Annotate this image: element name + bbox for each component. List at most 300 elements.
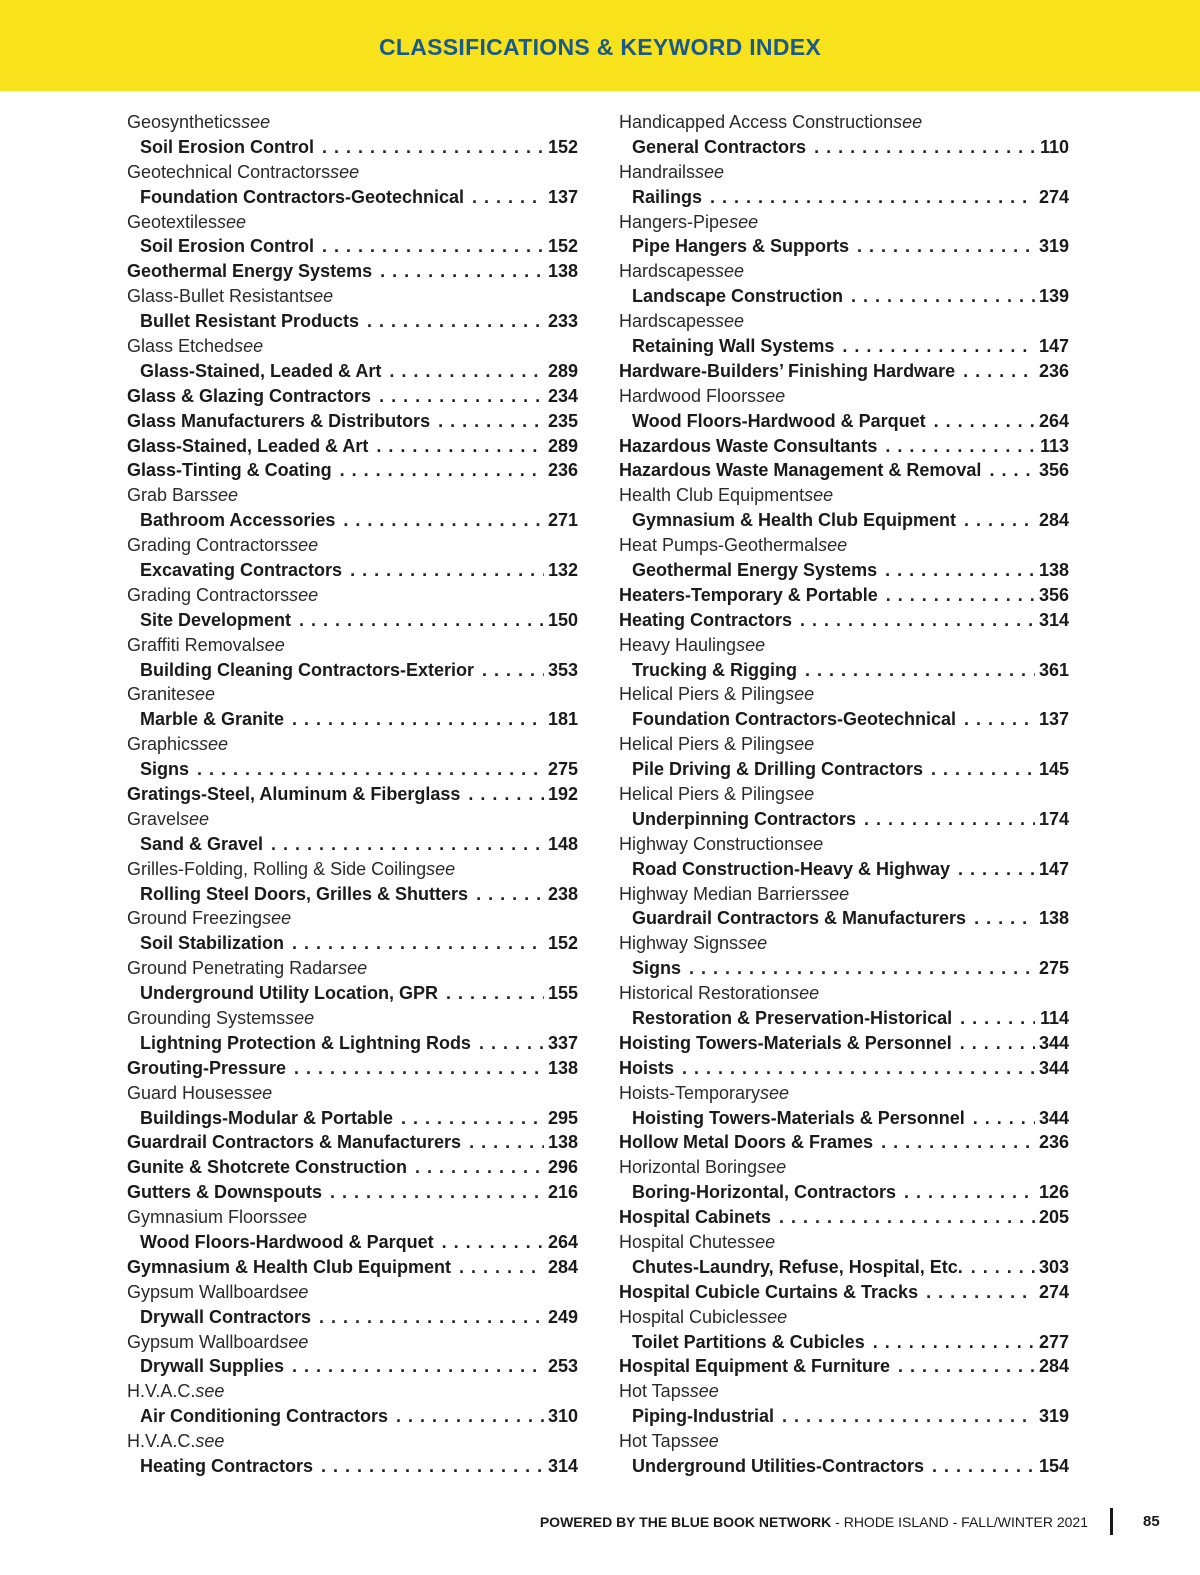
entry-label: Highway Construction [619,833,795,854]
entry-label: Hangers-Pipe [619,211,730,232]
entry-label: Geotechnical Contractors [127,161,331,182]
index-entry [619,234,1069,259]
index-entry [127,707,578,732]
footer-brand: POWERED BY THE BLUE BOOK NETWORK [539,1514,832,1530]
index-entry [619,1106,1069,1131]
entry-label: Hospital Chutes [619,1232,747,1253]
entry-page-number: 154 [1038,1456,1069,1477]
index-entry [619,857,1069,882]
entry-label: Signs [140,759,190,780]
entry-label: Boring-Horizontal, Contractors [632,1182,896,1203]
entry-page-number: 361 [1038,659,1069,680]
dot-leader [702,187,1035,208]
dot-leader [291,610,544,631]
index-entry [619,707,1069,732]
index-entry [127,508,578,533]
entry-page-number: 353 [547,659,578,680]
entry-label: Grouting-Pressure [127,1057,287,1078]
see-reference: see [689,1381,719,1402]
index-entry [127,434,578,459]
see-reference: see [241,111,271,132]
entry-page-number: 152 [547,236,578,257]
index-cross-reference [127,682,578,707]
see-reference: see [217,211,247,232]
entry-page-number: 137 [547,186,578,207]
entry-label: Hazardous Waste Management & Removal [619,460,982,481]
see-reference: see [289,584,319,605]
index-entry [127,558,578,583]
index-cross-reference [619,483,1069,508]
dot-leader [877,436,1035,457]
entry-label: Hoisting Towers-Materials & Personnel [619,1032,952,1053]
index-entry [127,832,578,857]
entry-label: Restoration & Preservation-Historical [632,1008,953,1028]
see-reference: see [209,485,239,506]
index-cross-reference [127,1006,578,1031]
entry-page-number: 284 [547,1256,578,1277]
entry-page-number: 174 [1038,808,1069,829]
index-entry [127,608,578,633]
entry-label: Rolling Steel Doors, Grilles & Shutters [140,883,469,904]
entry-page-number: 253 [547,1356,578,1377]
dot-leader [314,137,544,158]
index-cross-reference [127,210,578,235]
entry-page-number: 277 [1038,1331,1069,1352]
entry-page-number: 238 [547,883,578,904]
entry-label: Heavy Hauling [619,634,737,655]
entry-label: Grading Contractors [127,584,290,605]
index-cross-reference [619,1230,1069,1255]
dot-leader [890,1356,1035,1377]
dot-leader [865,1332,1035,1353]
index-cross-reference [619,160,1069,185]
entry-page-number: 138 [1038,559,1069,580]
entry-label: Soil Erosion Control [140,236,314,257]
index-cross-reference [127,334,578,359]
entry-label: Guardrail Contractors & Manufacturers [632,908,967,929]
entry-label: Soil Erosion Control [140,136,314,157]
index-cross-reference [619,1155,1069,1180]
entry-label: Horizontal Boring [619,1157,758,1178]
entry-page-number: 114 [1039,1008,1069,1028]
entry-page-number: 235 [547,410,578,431]
see-reference: see [338,958,368,979]
footer-divider [1110,1508,1113,1535]
index-cross-reference [127,807,578,832]
dot-leader [332,460,544,481]
entry-label: Glass Etched [127,335,235,356]
entry-label: Building Cleaning Contractors-Exterior [140,659,475,680]
index-column-left [127,110,578,1479]
index-entry [127,1230,578,1255]
index-entry [127,185,578,210]
dot-leader [322,1182,544,1203]
entry-page-number: 147 [1038,858,1069,879]
dot-leader [381,361,544,382]
entry-label: Guardrail Contractors & Manufacturers [127,1132,462,1153]
entry-page-number: 205 [1038,1207,1069,1228]
see-reference: see [285,1008,315,1028]
entry-label: Foundation Contractors-Geotechnical [140,186,465,207]
see-reference: see [289,535,319,556]
entry-label: Ground Penetrating Radar [127,958,339,979]
dot-leader [314,236,544,257]
dot-leader [311,1307,544,1328]
index-entry [127,981,578,1006]
see-reference: see [818,535,848,556]
entry-label: Gypsum Wallboard [127,1331,280,1352]
entry-page-number: 148 [547,833,578,854]
index-entry [619,1454,1069,1479]
see-reference: see [689,1431,719,1452]
index-entry [127,359,578,384]
entry-label: Bullet Resistant Products [140,311,360,332]
dot-leader [966,908,1035,929]
dot-leader [918,1282,1035,1303]
entry-label: Graffiti Removal [127,634,256,655]
entry-label: Health Club Equipment [619,485,805,506]
entry-page-number: 274 [1038,1281,1069,1302]
entry-page-number: 264 [1038,410,1069,431]
dot-leader [924,1456,1035,1477]
entry-label: Hot Taps [619,1431,690,1452]
entry-label: Grading Contractors [127,535,290,556]
entry-label: Glass & Glazing Contractors [127,385,372,406]
entry-label: Glass-Tinting & Coating [127,460,332,481]
index-entry [127,234,578,259]
entry-label: Heating Contractors [140,1456,314,1477]
entry-page-number: 138 [547,261,578,282]
index-cross-reference [127,1379,578,1404]
entry-page-number: 249 [547,1306,578,1327]
index-cross-reference [127,907,578,932]
dot-leader [438,983,544,1004]
see-reference: see [304,286,334,307]
index-entry [619,1131,1069,1156]
index-entry [619,807,1069,832]
index-entry [127,1155,578,1180]
entry-label: General Contractors [632,136,807,157]
entry-page-number: 155 [547,983,578,1004]
entry-label: H.V.A.C. [127,1431,196,1452]
see-reference: see [279,1331,309,1352]
entry-page-number: 139 [1038,286,1069,307]
dot-leader [284,933,544,954]
index-entry [127,1305,578,1330]
index-cross-reference [127,483,578,508]
entry-page-number: 284 [1038,510,1069,531]
entry-label: Excavating Contractors [140,559,343,580]
see-reference: see [186,684,216,705]
entry-label: Hazardous Waste Consultants [619,435,878,456]
entry-page-number: 236 [1038,1132,1069,1153]
see-reference: see [195,1381,225,1402]
entry-label: Heaters-Temporary & Portable [619,584,878,605]
entry-label: Glass-Bullet Resistant [127,286,305,307]
index-entry [619,1205,1069,1230]
dot-leader [956,709,1035,730]
index-cross-reference [619,981,1069,1006]
entry-label: Graphics [127,734,200,755]
see-reference: see [760,1082,790,1103]
see-reference: see [234,335,264,356]
entry-label: Railings [632,186,703,207]
entry-label: Gymnasium & Health Club Equipment [127,1256,452,1277]
footer-edition: - RHODE ISLAND - FALL/WINTER 2021 [831,1514,1088,1530]
entry-label: Handicapped Access Construction [619,111,894,132]
entry-page-number: 275 [1038,958,1069,979]
entry-page-number: 236 [1038,360,1069,381]
entry-label: Geotextiles [127,211,218,232]
index-cross-reference [619,1081,1069,1106]
entry-label: Hardwood Floors [619,385,757,406]
index-entry [619,409,1069,434]
see-reference: see [715,311,745,332]
see-reference: see [804,485,834,506]
entry-page-number: 181 [547,709,578,730]
entry-label: Handrails [619,161,696,182]
see-reference: see [695,161,725,182]
entry-label: Soil Stabilization [140,933,285,954]
entry-page-number: 138 [547,1057,578,1078]
dot-leader [792,610,1035,631]
entry-label: Marble & Granite [140,709,285,730]
dot-leader [313,1456,544,1477]
index-cross-reference [619,832,1069,857]
dot-leader [950,859,1035,880]
entry-label: Glass Manufacturers & Distributors [127,410,431,431]
dot-leader [461,1132,544,1153]
entry-page-number: 233 [547,311,578,332]
entry-page-number: 344 [1038,1032,1069,1053]
dot-leader [434,1232,544,1253]
index-entry [619,757,1069,782]
page-number: 85 [1143,1513,1160,1530]
see-reference: see [243,1082,273,1103]
entry-label: Drywall Contractors [140,1306,312,1327]
see-reference: see [794,833,824,854]
index-cross-reference [619,931,1069,956]
entry-label: Heat Pumps-Geothermal [619,535,819,556]
entry-label: Hoisting Towers-Materials & Personnel [632,1107,965,1128]
index-cross-reference [619,1379,1069,1404]
see-reference: see [278,1207,308,1228]
dot-leader [335,510,544,531]
dot-leader [873,1132,1035,1153]
dot-leader [952,1033,1035,1054]
entry-page-number: 303 [1038,1256,1069,1277]
entry-label: Underground Utilities-Contractors [632,1456,925,1477]
index-entry [619,359,1069,384]
dot-leader [359,311,544,332]
see-reference: see [785,783,815,804]
index-entry [127,384,578,409]
entry-label: Geothermal Energy Systems [632,559,878,580]
see-reference: see [820,883,850,904]
entry-page-number: 147 [1038,335,1069,356]
entry-page-number: 271 [547,510,578,531]
index-entry [127,409,578,434]
entry-label: Glass-Stained, Leaded & Art [127,435,369,456]
dot-leader [368,436,544,457]
dot-leader [926,411,1035,432]
entry-label: Road Construction-Heavy & Highway [632,858,951,879]
see-reference: see [199,734,229,755]
entry-label: Helical Piers & Piling [619,783,786,804]
page-title: CLASSIFICATIONS & KEYWORD INDEX [378,34,822,60]
index-entry [127,1454,578,1479]
entry-label: Pipe Hangers & Supports [632,236,850,257]
see-reference: see [893,111,923,132]
entry-page-number: 289 [547,360,578,381]
dot-leader [771,1207,1035,1228]
entry-label: Helical Piers & Piling [619,684,786,705]
entry-label: Gutters & Downspouts [127,1182,323,1203]
entry-label: Hoists [619,1057,675,1078]
entry-page-number: 113 [1039,435,1069,456]
entry-label: Gratings-Steel, Aluminum & Fiberglass [127,783,461,804]
entry-label: H.V.A.C. [127,1381,196,1402]
dot-leader [342,560,544,581]
entry-page-number: 145 [1038,759,1069,780]
entry-page-number: 138 [1038,908,1069,929]
see-reference: see [785,734,815,755]
entry-page-number: 284 [1038,1356,1069,1377]
index-entry [127,658,578,683]
index-entry [619,907,1069,932]
index-cross-reference [619,732,1069,757]
entry-label: Ground Freezing [127,908,263,929]
dot-leader [464,187,544,208]
entry-page-number: 150 [547,609,578,630]
index-entry [619,434,1069,459]
entry-label: Hardscapes [619,311,716,332]
index-entry [619,1355,1069,1380]
index-cross-reference [127,633,578,658]
entry-label: Pile Driving & Drilling Contractors [632,759,924,780]
see-reference: see [426,858,456,879]
index-entry [127,782,578,807]
index-entry [127,458,578,483]
entry-label: Wood Floors-Hardwood & Parquet [632,410,926,431]
index-entry [619,1404,1069,1429]
index-cross-reference [127,1429,578,1454]
entry-label: Gypsum Wallboard [127,1281,280,1302]
dot-leader [674,1058,1035,1079]
dot-leader [372,261,544,282]
entry-label: Hospital Cubicle Curtains & Tracks [619,1281,919,1302]
entry-label: Bathroom Accessories [140,510,336,531]
entry-label: Grilles-Folding, Rolling & Side Coiling [127,858,427,879]
entry-label: Piping-Industrial [632,1406,774,1427]
entry-page-number: 192 [547,783,578,804]
index-entry [619,583,1069,608]
see-reference: see [738,933,768,954]
see-reference: see [757,1157,787,1178]
entry-label: Granite [127,684,187,705]
entry-page-number: 314 [1038,609,1069,630]
dot-leader [963,1257,1035,1278]
entry-page-number: 137 [1038,709,1069,730]
index-cross-reference [127,732,578,757]
index-entry [619,458,1069,483]
entry-label: Helical Piers & Piling [619,734,786,755]
dot-leader [956,510,1035,531]
index-entry [127,882,578,907]
entry-label: Hollow Metal Doors & Frames [619,1132,874,1153]
entry-label: Site Development [140,609,292,630]
entry-label: Wood Floors-Hardwood & Parquet [140,1232,434,1253]
index-entry [127,757,578,782]
entry-label: Guard Houses [127,1082,244,1103]
see-reference: see [195,1431,225,1452]
entry-page-number: 319 [1038,1406,1069,1427]
dot-leader [923,759,1035,780]
entry-label: Hardware-Builders’ Finishing Hardware [619,360,956,381]
dot-leader [856,809,1035,830]
header-banner [0,0,1200,91]
see-reference: see [785,684,815,705]
index-cross-reference [127,1081,578,1106]
entry-label: Gymnasium Floors [127,1207,279,1228]
index-column-right [619,110,1069,1479]
entry-page-number: 337 [547,1032,578,1053]
dot-leader [806,137,1035,158]
entry-label: Gravel [127,808,181,829]
entry-page-number: 314 [547,1456,578,1477]
dot-leader [451,1257,544,1278]
dot-leader [393,1108,544,1129]
entry-label: Geothermal Energy Systems [127,261,373,282]
entry-label: Hoists-Temporary [619,1082,761,1103]
entry-label: Grounding Systems [127,1008,286,1028]
dot-leader [849,236,1035,257]
see-reference: see [330,161,360,182]
entry-page-number: 344 [1038,1057,1069,1078]
entry-label: Highway Median Barriers [619,883,821,904]
index-cross-reference [127,1280,578,1305]
entry-label: Foundation Contractors-Geotechnical [632,709,957,730]
index-cross-reference [619,1305,1069,1330]
see-reference: see [756,385,786,406]
index-entry [127,1056,578,1081]
entry-page-number: 275 [547,759,578,780]
entry-page-number: 289 [547,435,578,456]
dot-leader [797,660,1035,681]
index-entry [619,1056,1069,1081]
index-cross-reference [619,210,1069,235]
entry-page-number: 319 [1038,236,1069,257]
dot-leader [407,1157,544,1178]
entry-label: Highway Signs [619,933,739,954]
entry-label: Gunite & Shotcrete Construction [127,1157,408,1178]
entry-page-number: 152 [547,933,578,954]
entry-page-number: 110 [1039,136,1069,157]
index-entry [127,1106,578,1131]
index-entry [619,1255,1069,1280]
index-cross-reference [619,533,1069,558]
entry-page-number: 216 [547,1182,578,1203]
see-reference: see [262,908,292,929]
index-entry [619,334,1069,359]
see-reference: see [736,634,766,655]
index-cross-reference [619,384,1069,409]
index-entry [619,956,1069,981]
entry-label: Hospital Equipment & Furniture [619,1356,891,1377]
entry-label: Underground Utility Location, GPR [140,983,438,1004]
see-reference: see [746,1232,776,1253]
dot-leader [896,1182,1035,1203]
